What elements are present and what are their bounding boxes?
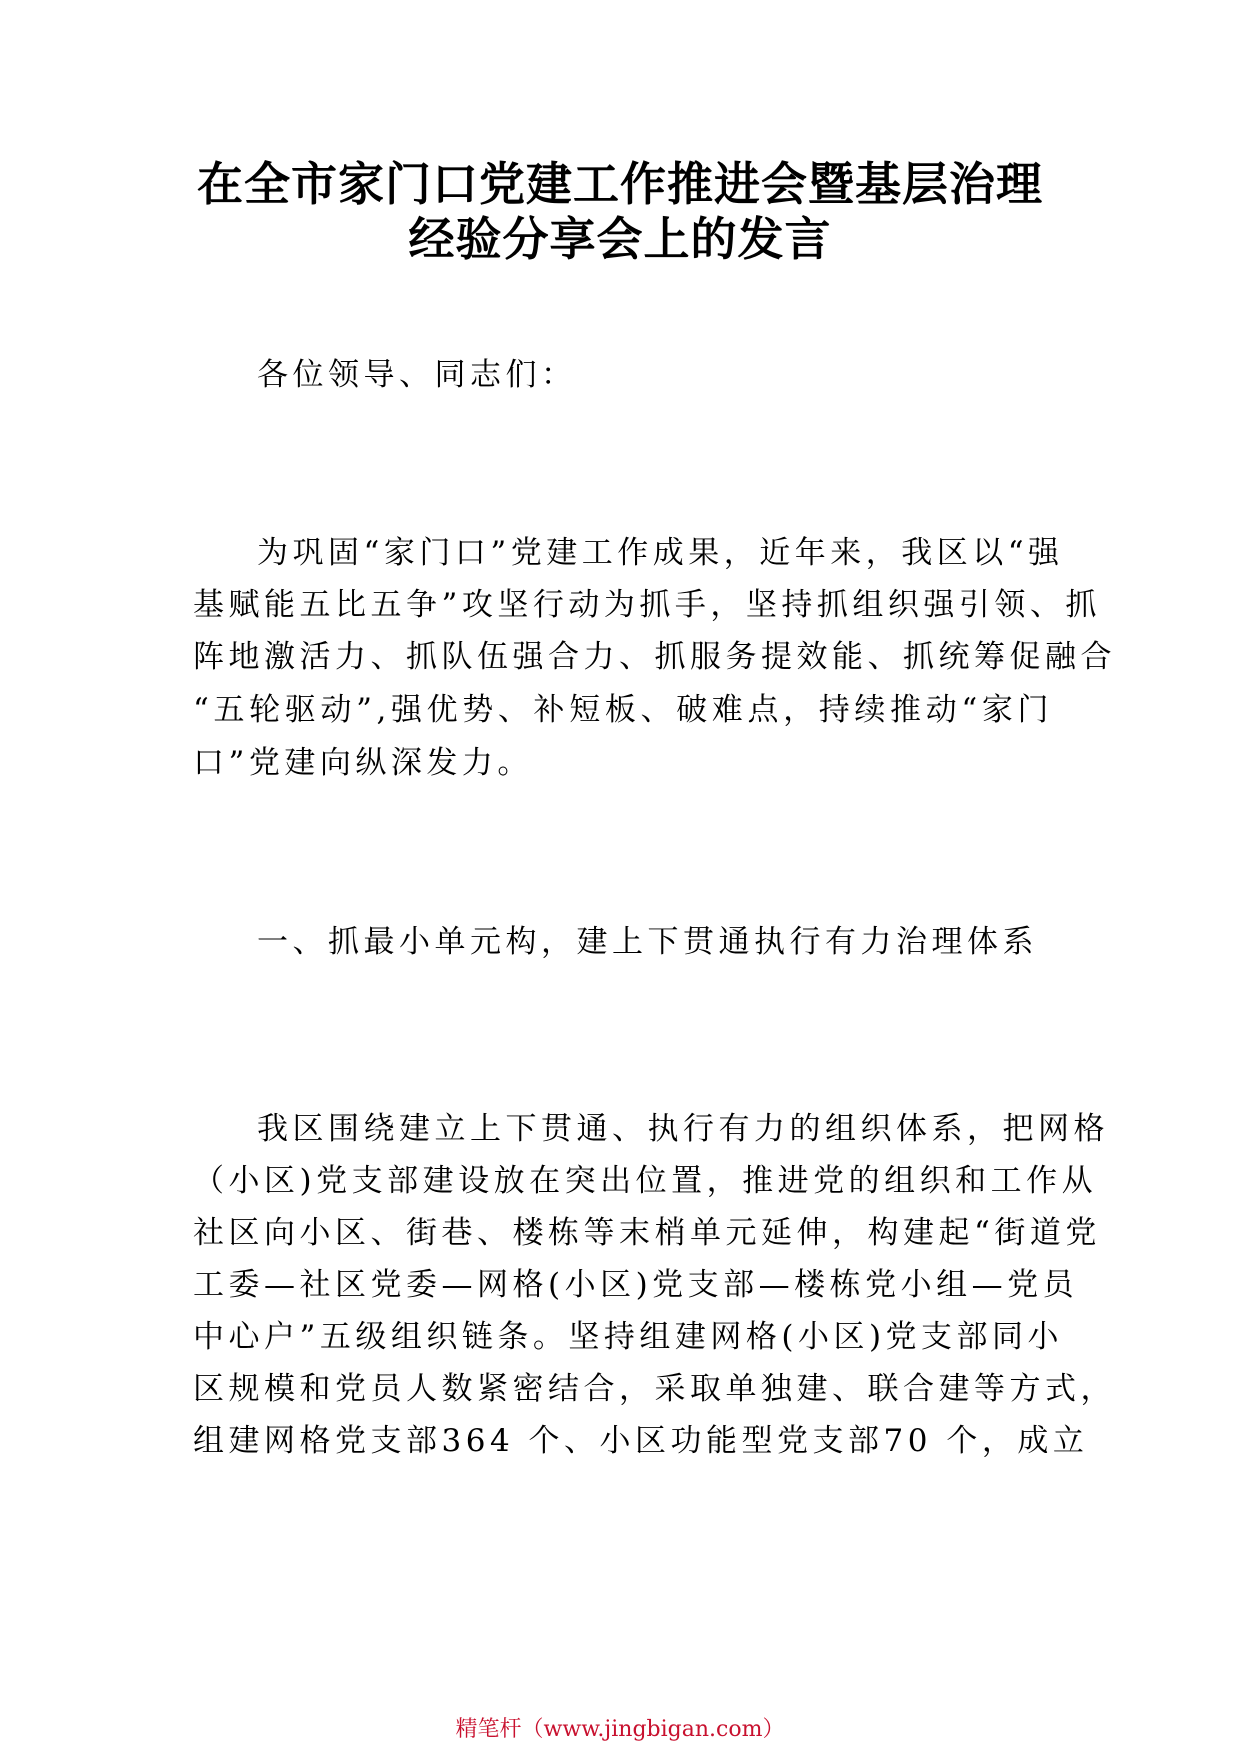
salutation: 各位领导、同志们：	[257, 357, 577, 393]
paragraph-1-line: 为巩固“家门口”党建工作成果，近年来，我区以“强	[257, 535, 1064, 571]
footer-watermark: 精笔杆（www.jingbigan.com）	[455, 1717, 785, 1742]
paragraph-2-line: 组建网格党支部364 个、小区功能型党支部70 个，成立	[193, 1423, 1089, 1459]
paragraph-1-line: 口”党建向纵深发力。	[193, 745, 533, 781]
document-title-line-1: 在全市家门口党建工作推进会暨基层治理	[197, 157, 1043, 211]
paragraph-2-line: 我区围绕建立上下贯通、执行有力的组织体系，把网格	[257, 1111, 1109, 1147]
document-title-line-2: 经验分享会上的发言	[408, 212, 832, 266]
paragraph-1-line: 阵地激活力、抓队伍强合力、抓服务提效能、抓统筹促融合	[193, 639, 1116, 675]
paragraph-1-line: 基赋能五比五争”攻坚行动为抓手，坚持抓组织强引领、抓	[193, 587, 1101, 623]
paragraph-2-line: 区规模和党员人数紧密结合，采取单独建、联合建等方式，	[193, 1371, 1116, 1407]
section-1-heading: 一、抓最小单元构，建上下贯通执行有力治理体系	[257, 924, 1038, 960]
paragraph-2-line: 工委—社区党委—网格(小区)党支部—楼栋党小组—党员	[193, 1267, 1079, 1303]
paragraph-2-line: 社区向小区、街巷、楼栋等末梢单元延伸，构建起“街道党	[193, 1215, 1101, 1251]
paragraph-2-line: （小区)党支部建设放在突出位置，推进党的组织和工作从	[193, 1163, 1098, 1199]
paragraph-2-line: 中心户”五级组织链条。坚持组建网格(小区)党支部同小	[193, 1319, 1064, 1355]
paragraph-1-line: “五轮驱动”,强优势、补短板、破难点，持续推动“家门	[193, 692, 1053, 728]
